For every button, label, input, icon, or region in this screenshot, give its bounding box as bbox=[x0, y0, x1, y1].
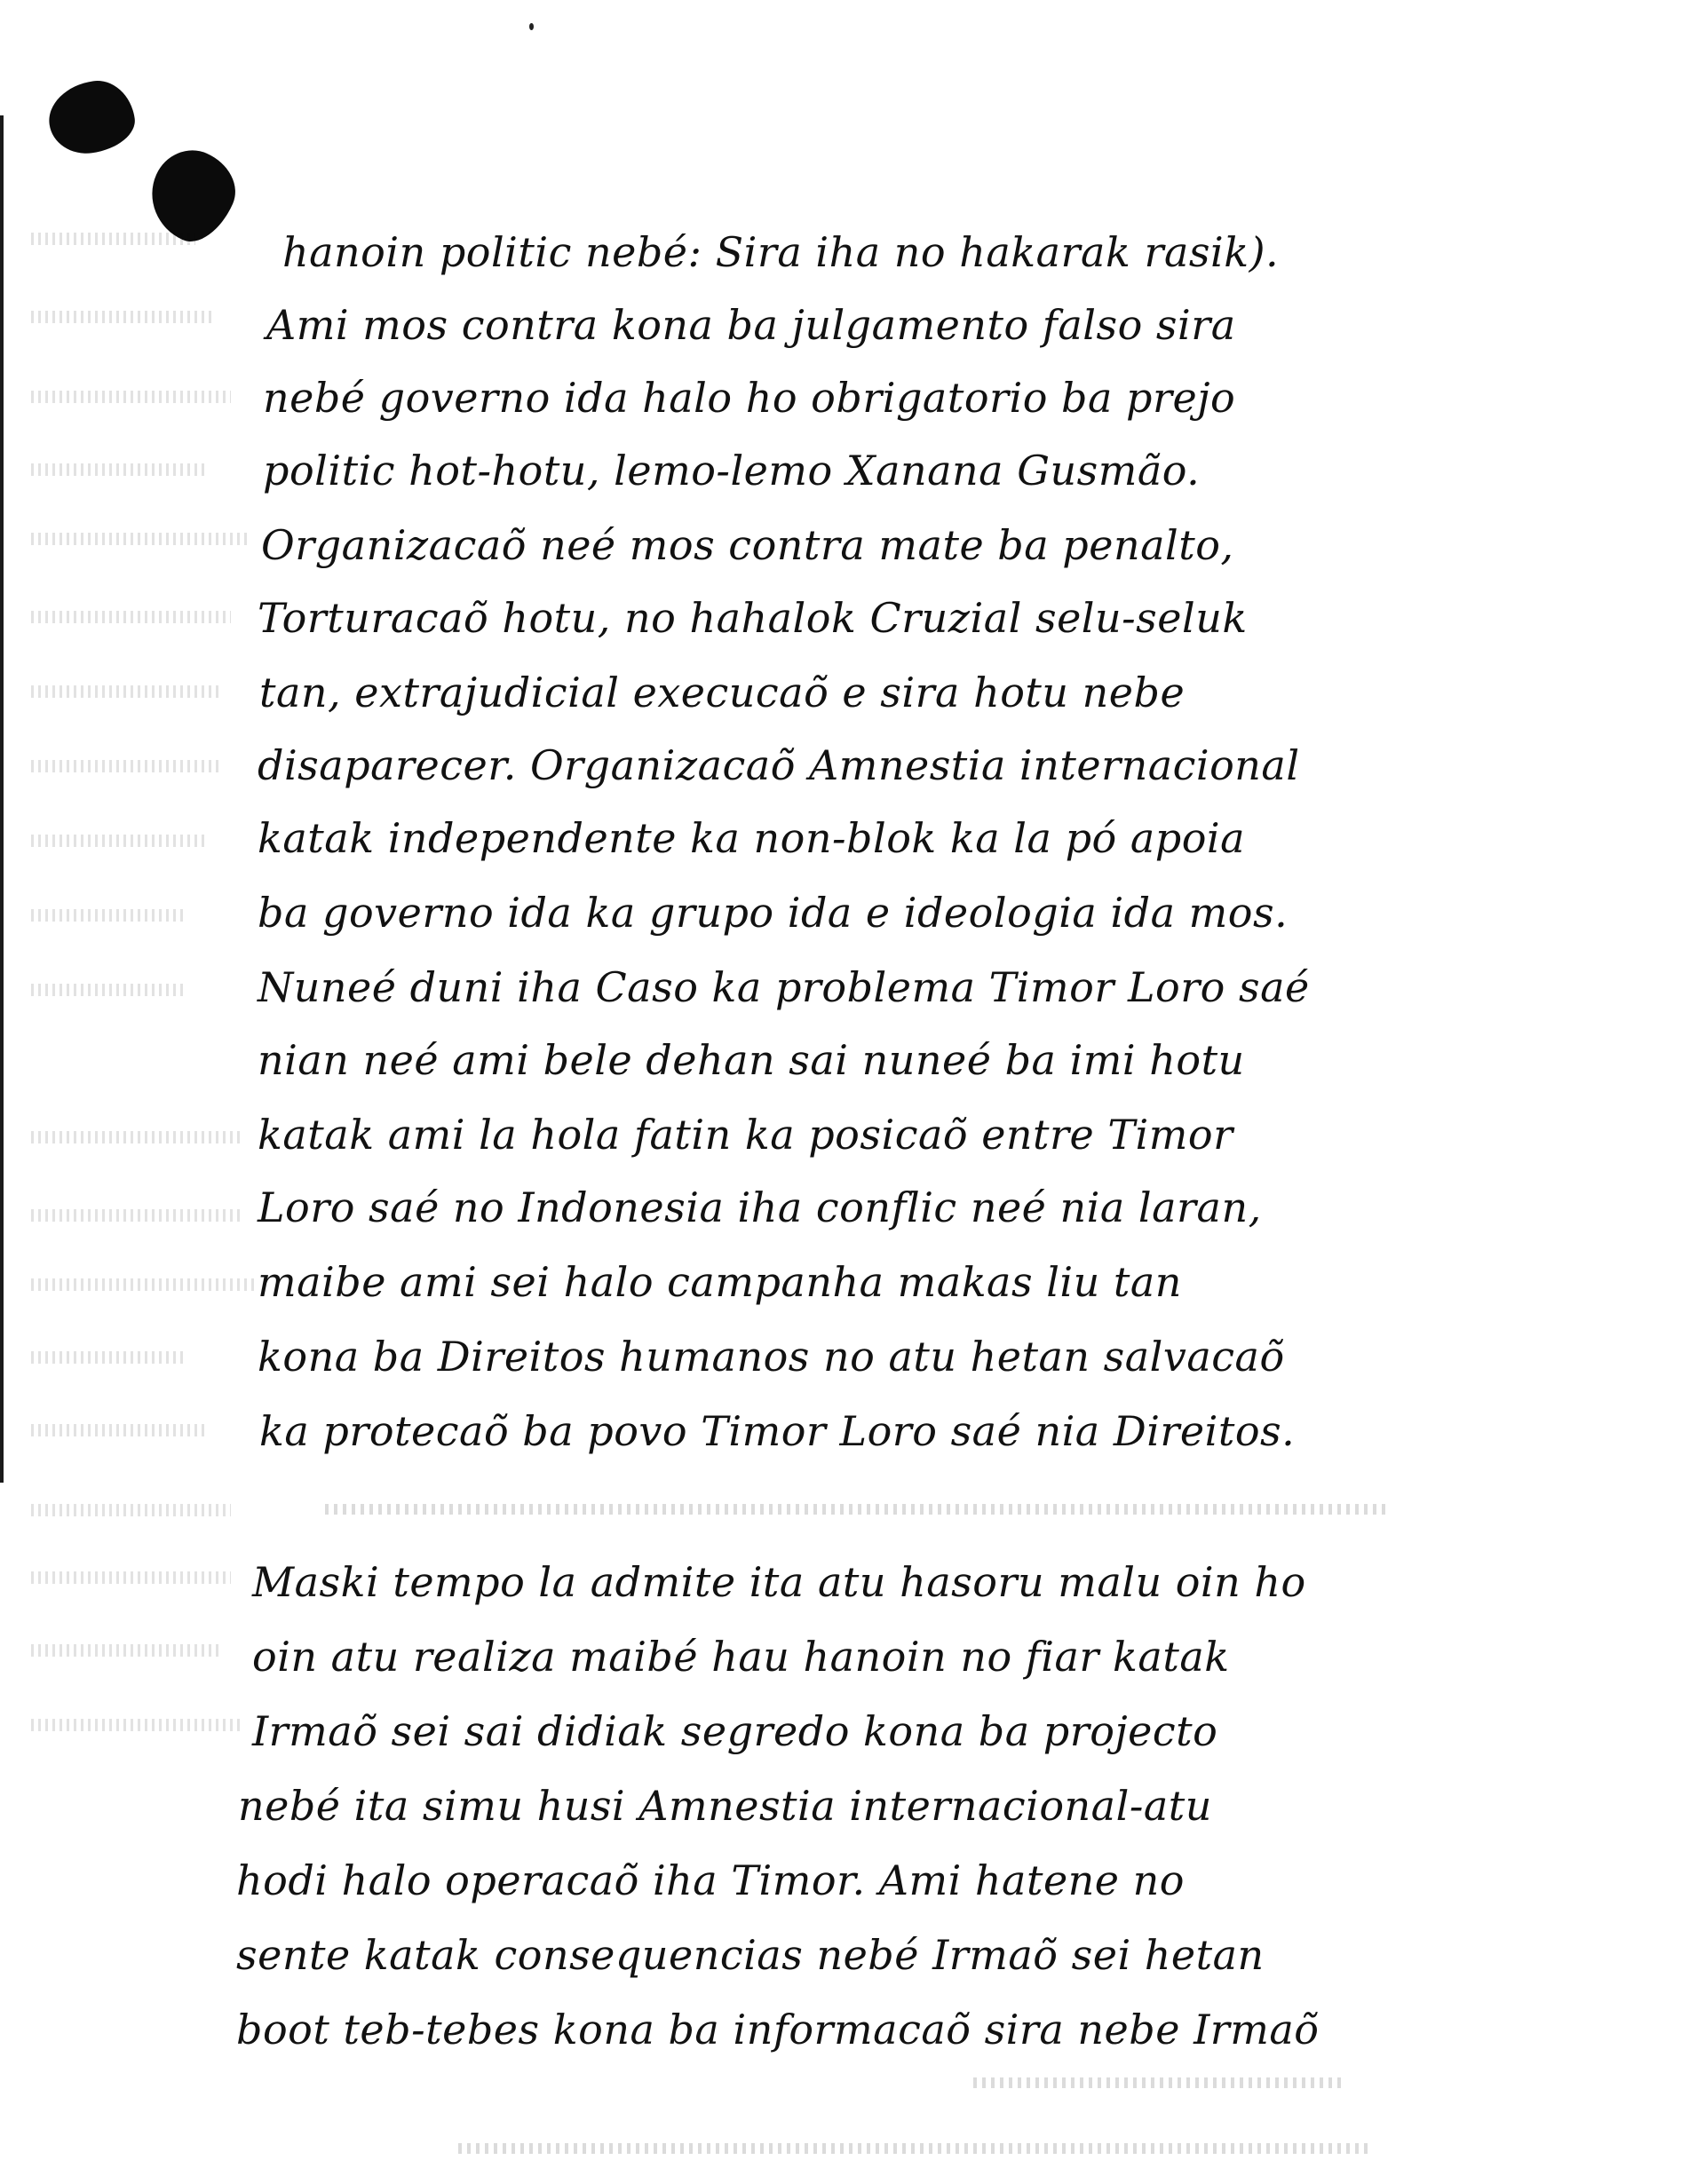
text-line: Maski tempo la admite ita atu hasoru malu oin ho bbox=[252, 1558, 1306, 1606]
text-line: Loro saé no Indonesia iha conflic neé nia laran, bbox=[258, 1183, 1262, 1231]
text-line: nebé governo ida halo ho obrigatorio ba prejo bbox=[263, 374, 1236, 422]
text-line: katak independente ka non-blok ka la pó apoia bbox=[258, 814, 1246, 862]
text-line: sente katak consequencias nebé Irmaõ sei hetan bbox=[236, 1931, 1265, 1979]
text-line: politic hot-hotu, lemo-lemo Xanana Gusmão. bbox=[263, 447, 1201, 495]
text-line: ka protecaõ ba povo Timor Loro saé nia Direitos. bbox=[259, 1407, 1296, 1455]
text-line: Organizacaõ neé mos contra mate ba penalto, bbox=[261, 521, 1234, 569]
text-line: nebé ita simu husi Amnestia internacional-atu bbox=[238, 1782, 1212, 1830]
text-line: kona ba Direitos humanos no atu hetan salvacaõ bbox=[258, 1333, 1285, 1381]
text-line: nian neé ami bele dehan sai nuneé ba imi hotu bbox=[258, 1036, 1245, 1084]
text-line: ba governo ida ka grupo ida e ideologia ida mos. bbox=[258, 889, 1289, 937]
text-line: Irmaõ sei sai didiak segredo kona ba projecto bbox=[252, 1707, 1218, 1755]
text-line: Nuneé duni iha Caso ka problema Timor Loro saé bbox=[258, 963, 1310, 1011]
text-line: hodi halo operacaõ iha Timor. Ami hatene no bbox=[236, 1856, 1185, 1904]
text-line: Torturacaõ hotu, no hahalok Cruzial selu-seluk bbox=[258, 594, 1248, 642]
text-line: oin atu realiza maibé hau hanoin no fiar katak bbox=[252, 1633, 1230, 1681]
text-line: maibe ami sei halo campanha makas liu tan bbox=[258, 1258, 1182, 1306]
text-line: disaparecer. Organizacaõ Amnestia internacional bbox=[258, 741, 1300, 789]
text-line: hanoin politic nebé: Sira iha no hakarak rasik). bbox=[282, 228, 1280, 276]
text-line: tan, extrajudicial execucaõ e sira hotu nebe bbox=[259, 669, 1186, 716]
text-line: katak ami la hola fatin ka posicaõ entre Timor bbox=[258, 1111, 1233, 1159]
text-line: Ami mos contra kona ba julgamento falso sira bbox=[266, 301, 1236, 349]
text-line: boot teb-tebes kona ba informacaõ sira nebe Irmaõ bbox=[236, 2006, 1320, 2053]
